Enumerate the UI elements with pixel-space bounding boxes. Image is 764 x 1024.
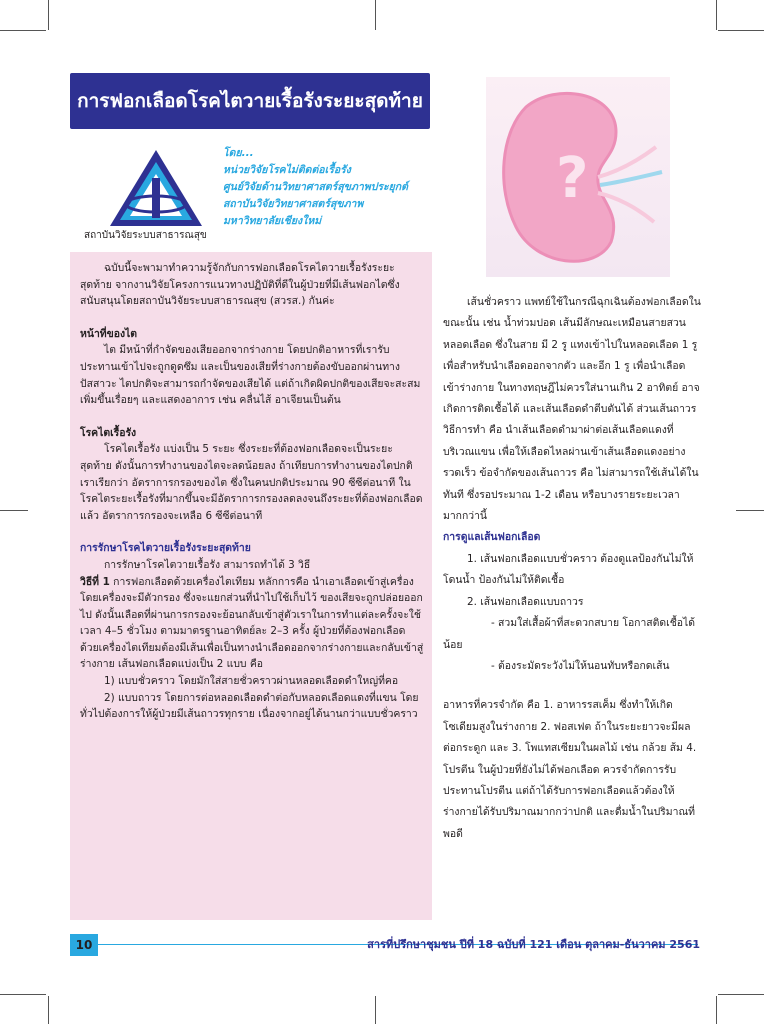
crop-mark [375, 0, 376, 30]
logo-caption: สถาบันวิจัยระบบสาธารณสุข [84, 230, 207, 241]
paragraph: การรักษาโรคไตวายเรื้อรัง สามารถทำได้ 3 วิธี [104, 558, 311, 571]
page-number-box [70, 934, 98, 956]
kidney-icon [486, 77, 670, 277]
section-heading: โรคไตเรื้อรัง [80, 426, 137, 439]
crop-mark [718, 994, 764, 995]
hsri-logo-icon [106, 148, 206, 228]
crop-mark [0, 994, 46, 995]
paragraph: เส้นชั่วคราว แพทย์ใช้ในกรณีฉุกเฉินต้องฟอกเลือดในขณะนั้น เช่น น้ำท่วมปอด เส้นมีลักษณะเหมือนสายสวนหลอดเลือด ซึ่งในสาย มี 2 รู แทงเข้าไปในหลอดเลือด 1 รู เพื่อสำหรับนำเลือดออกจากตัว และอีก 1 รู เพื่อนำเลือดเข้าร่างกาย ในทางทฤษฎีไม่ควรใส่นานเกิน 2 อาทิตย์ อาจเกิดการติดเชื้อได้ และเส้นเลือดดำตีบตันได้ ส่วนเส้นถาวร วิธีการทำ คือ นำเส้นเลือดดำมาผ่าต่อเส้นเลือดแดงที่บริเวณแขน เพื่อให้เลือดไหลผ่านเข้าเส้นเลือดแดงอย่างรวดเร็ว ข้อจำกัดของเส้นถาวร คือ ไม่สามารถใช้เส้นได้ในทันที ซึ่งรอประมาณ 1-2 เดือน หรือบางรายระยะเวลามากกว่านี้ [443, 296, 701, 523]
page-title: การฟอกเลือดโรคไตวายเรื้อรังระยะสุดท้าย [77, 90, 423, 112]
svg-text:?: ? [556, 146, 589, 211]
section-heading: หน้าที่ของไต [80, 327, 138, 340]
list-item: 1) แบบชั่วคราว โดยมักใส่สายชั่วคราวผ่านหลอดเลือดดำใหญ่ที่คอ [104, 675, 399, 688]
crop-mark [0, 510, 28, 511]
author-line: สถาบันวิจัยวิทยาศาสตร์สุขภาพ [223, 198, 364, 210]
crop-mark [48, 996, 49, 1024]
author-line: ศูนย์วิจัยด้านวิทยาศาสตร์สุขภาพประยุกต์ [223, 181, 408, 193]
list-item: 2) แบบถาวร โดยการต่อหลอดเลือดดำต่อกับหลอดเลือดแดงที่แขน โดยทั่วไปต้องการให้ผู้ป่วยมีเส้นถาวรทุกราย เนื่องจากอยู่ได้นานกว่าแบบชั่วคราว [80, 691, 419, 721]
author-line: โดย... [223, 147, 254, 159]
list-item: - ต้องระมัดระวังไม่ให้นอนทับหรือกดเส้น [491, 659, 670, 672]
section-heading: การดูแลเส้นฟอกเลือด [443, 531, 541, 544]
section-heading: การรักษาโรคไตวายเรื้อรังระยะสุดท้าย [80, 542, 251, 555]
crop-mark [48, 0, 49, 30]
title-banner [70, 73, 430, 129]
kidney-illustration [486, 77, 670, 277]
left-column [80, 260, 424, 723]
author-line: มหาวิทยาลัยเชียงใหม่ [223, 215, 322, 227]
author-block [223, 145, 453, 230]
paragraph [80, 574, 424, 674]
crop-mark [716, 0, 717, 30]
paragraph: โรคไตเรื้อรัง แบ่งเป็น 5 ระยะ ซึ่งระยะที่ต้องฟอกเลือดจะเป็นระยะสุดท้าย ดังนั้นการทำงานของไตจะลดน้อยลง ถ้าเทียบการทำงานของไตปกติเราเรียกว่า อัตราการกรองของไต ซึ่งในคนปกติประมาณ 90 ซีซีต่อนาที ในโรคไตระยะเรื้อรังที่มากขึ้นจะมีอัตราการกรองลดลงจนถึงระยะที่ต้องฟอกเลือดแล้ว อัตราการกรองจะเหลือ 6 ซีซีต่อนาที [80, 443, 423, 522]
author-line: หน่วยวิจัยโรคไม่ติดต่อเรื้อรัง [223, 164, 351, 176]
crop-mark [716, 996, 717, 1024]
method-text: การฟอกเลือดด้วยเครื่องไตเทียม หลักการคือ นำเอาเลือดเข้าสู่เครื่องโดยเครื่องจะมีตัวกรอง ซึ่งจะแยกส่วนที่นำไปใช้เก็บไว้ ของเสียจะถูกปล่อยออกไป ดังนั้นเลือดที่ผ่านการกรองจะย้อนกลับเข้าสู่ตัวเราในการทำแต่ละครั้งจะใช้เวลา 4–5 ชั่วโมง ตามมาตรฐานอาทิตย์ละ 2–3 ครั้ง ผู้ป่วยที่ต้องฟอกเลือดด้วยเครื่องไตเทียมต้องมีเส้นเพื่อเป็นทางนำเลือดออกจากร่างกายและกลับเข้าสู่ร่างกาย เส้นฟอกเลือดแบ่งเป็น 2 แบบ คือ [80, 575, 424, 671]
crop-mark [375, 996, 376, 1024]
crop-mark [718, 30, 764, 31]
list-item: 2. เส้นฟอกเลือดแบบถาวร [467, 595, 584, 608]
crop-mark [0, 30, 46, 31]
list-item: - สวมใส่เสื้อผ้าที่สะดวกสบาย โอกาสติดเชื้อได้น้อย [443, 617, 695, 651]
paragraph: ไต มีหน้าที่กำจัดของเสียออกจากร่างกาย โดยปกติอาหารที่เรารับประทานเข้าไปจะถูกดูดซึม และเป็นของเสียที่ร่างกายต้องขับออกผ่านทางปัสสาวะ ไตปกติจะสามารถกำจัดของเสียได้ แต่ถ้าเกิดผิดปกติของเสียจะสะสมเพิ่มขึ้นเรื่อยๆ และแสดงอาการ เช่น คลื่นไส้ อาเจียนเป็นต้น [80, 344, 421, 407]
paragraph: อาหารที่ควรจำกัด คือ 1. อาหารรสเค็ม ซึ่งทำให้เกิดโซเดียมสูงในร่างกาย 2. ฟอสเฟต ถ้าในระยะยาวจะมีผลต่อกระดูก และ 3. โพแทสเซียมในผลไม้ เช่น กล้วย ส้ม 4. โปรตีน ในผู้ป่วยที่ยังไม่ได้ฟอกเลือด ควรจำกัดการรับประทานโปรตีน แต่ถ้าได้รับการฟอกเลือดแล้วต้องให้ร่างกายได้รับปริมาณมากกว่าปกติ และดื่มน้ำในปริมาณที่พอดี [443, 699, 697, 840]
intro-paragraph: ฉบับนี้จะพามาทำความรู้จักกับการฟอกเลือดโรคไตวายเรื้อรังระยะสุดท้าย จากงานวิจัยโครงการแนวทางปฏิบัติที่ดีในผู้ป่วยที่มีเส้นฟอกไตซึ่งสนับสนุนโดยสถาบันวิจัยระบบสาธารณสุข (สวรส.) กันค่ะ [80, 262, 400, 308]
right-column [443, 292, 701, 845]
footer-text: สารที่ปรึกษาชุมชน ปีที่ 18 ฉบับที่ 121 เดือน ตุลาคม-ธันวาคม 2561 [367, 938, 700, 951]
crop-mark [736, 510, 764, 511]
list-item: 1. เส้นฟอกเลือดแบบชั่วคราว ต้องดูแลป้องกันไม่ให้โดนน้ำ ป้องกันไม่ให้ติดเชื้อ [443, 552, 694, 587]
page-number: 10 [75, 938, 93, 952]
method-label: วิธีที่ 1 [80, 575, 110, 588]
